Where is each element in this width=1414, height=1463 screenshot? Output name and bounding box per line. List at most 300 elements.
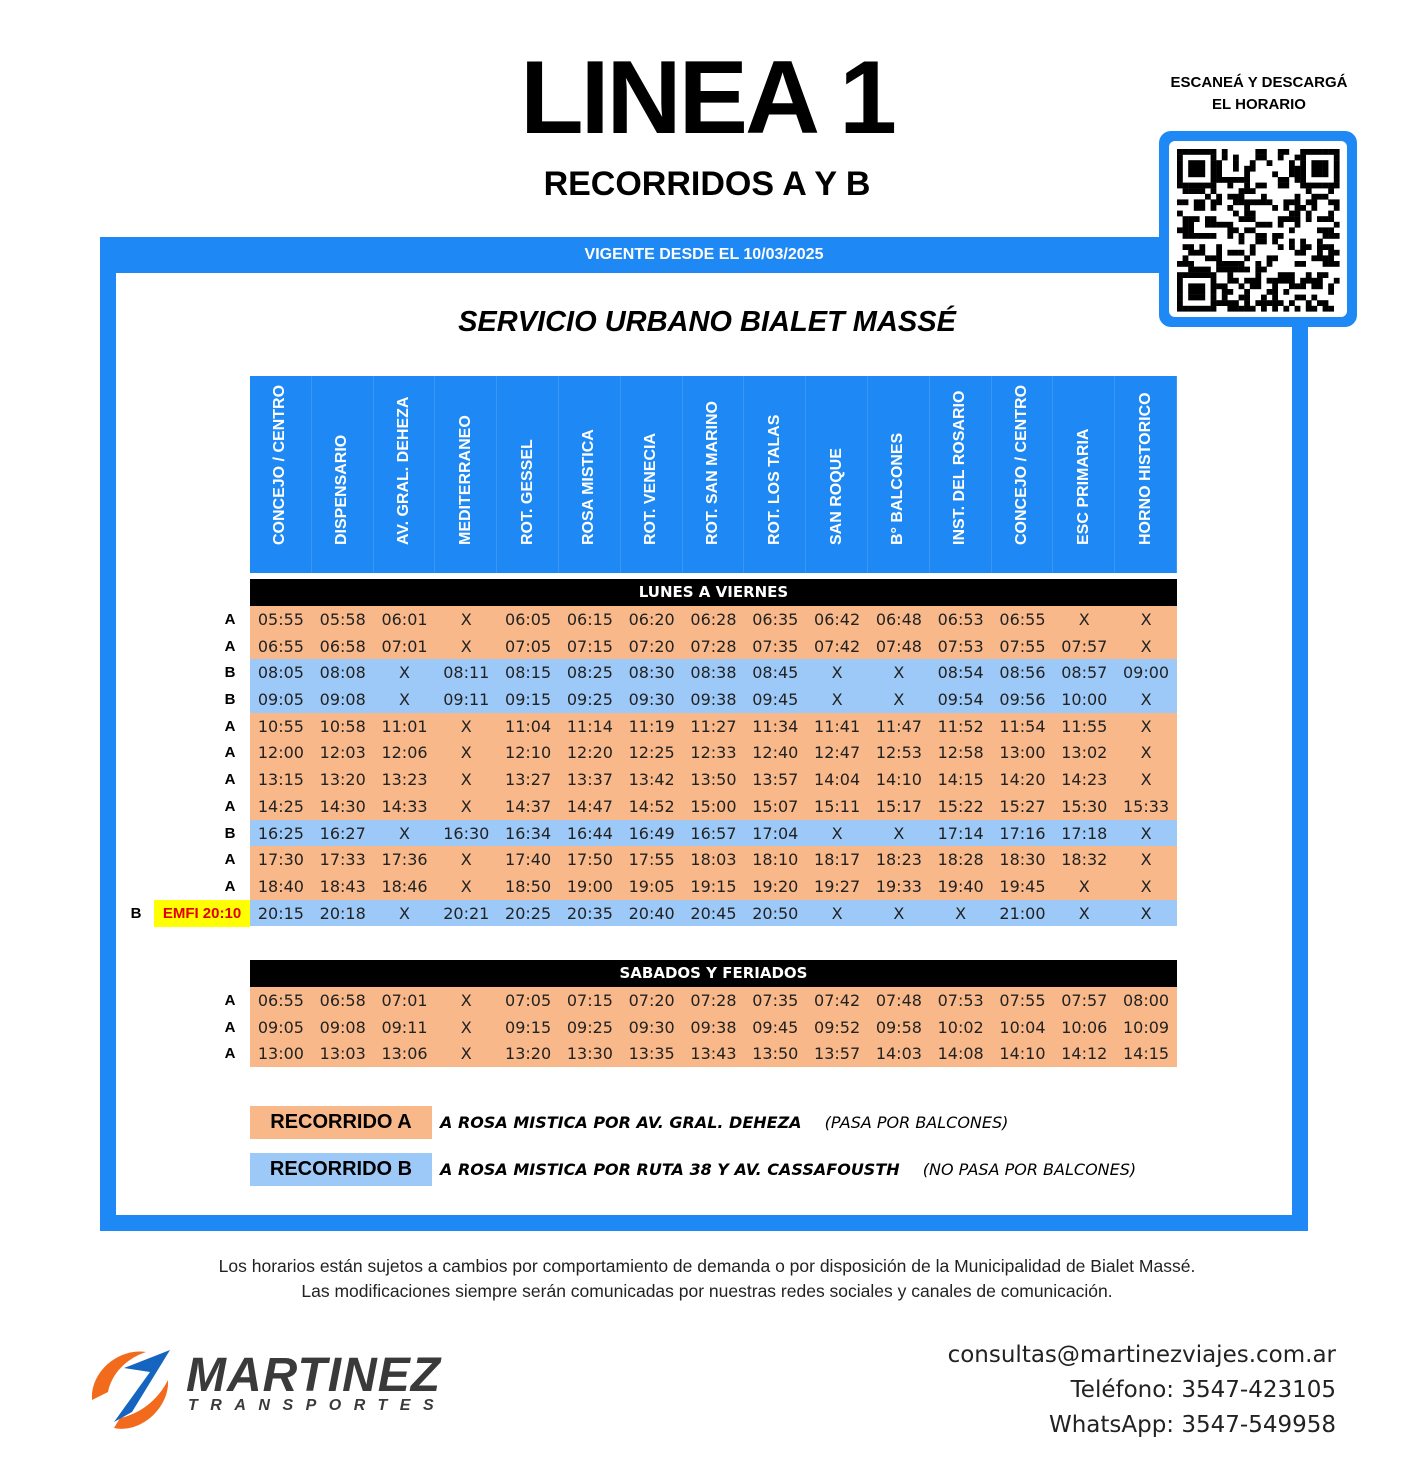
- time-cell: 12:58: [937, 743, 984, 763]
- contact-whatsapp: WhatsApp: 3547-549958: [1048, 1412, 1336, 1438]
- legend-route-b-text: [440, 1153, 1136, 1186]
- time-cell: 11:27: [690, 716, 737, 736]
- timetable-row: [224, 606, 1177, 633]
- qr-caption-line1: ESCANEÁ Y DESCARGÁ: [1170, 74, 1348, 91]
- time-cell: 20:21: [443, 903, 490, 923]
- timetable-row: [224, 739, 1177, 766]
- timetable-row: [224, 633, 1177, 660]
- time-cell: 12:53: [875, 743, 922, 763]
- time-cell: 14:15: [1123, 1044, 1170, 1064]
- time-cell: 09:00: [1123, 663, 1170, 683]
- weekday-timetable: [130, 606, 1177, 926]
- qr-caption-line2: EL HORARIO: [1212, 96, 1306, 113]
- time-cell: 06:05: [505, 610, 552, 629]
- time-cell: 18:03: [690, 850, 737, 870]
- time-cell: 07:15: [566, 636, 613, 656]
- page-title: LINEA 1: [520, 40, 894, 156]
- service-title: SERVICIO URBANO BIALET MASSÉ: [458, 306, 956, 338]
- stop-name: ROSA MISTICA: [580, 429, 598, 545]
- time-cell: 06:15: [566, 610, 613, 629]
- qr-caption: [1150, 72, 1368, 116]
- time-cell: 18:17: [814, 850, 861, 870]
- time-cell: 19:40: [937, 876, 984, 896]
- time-cell: 07:05: [505, 991, 552, 1010]
- stop-name: SAN ROQUE: [827, 448, 845, 545]
- time-cell: X: [460, 991, 472, 1010]
- time-cell: X: [1140, 743, 1152, 763]
- time-cell: 09:15: [505, 690, 552, 710]
- stop-name: ESC PRIMARIA: [1074, 428, 1092, 545]
- time-cell: X: [1140, 690, 1152, 710]
- time-cell: X: [399, 690, 410, 710]
- route-label: A: [224, 637, 236, 655]
- time-cell: 07:35: [752, 991, 799, 1010]
- time-cell: 15:22: [937, 796, 984, 816]
- time-cell: 07:48: [875, 636, 922, 656]
- time-cell: X: [831, 690, 843, 710]
- valid-from-banner: VIGENTE DESDE EL 10/03/2025: [584, 246, 824, 263]
- route-label: B: [224, 664, 236, 682]
- time-cell: 18:28: [937, 850, 984, 870]
- time-cell: 14:33: [381, 796, 428, 816]
- time-cell: 09:38: [690, 690, 737, 710]
- stop-name: ROT. VENECIA: [642, 432, 660, 545]
- time-cell: X: [1140, 716, 1152, 736]
- stop-header: [559, 376, 621, 573]
- timetable-row: [130, 900, 1177, 927]
- time-cell: 11:19: [628, 716, 675, 736]
- time-cell: 16:44: [566, 823, 613, 843]
- time-cell: 14:10: [875, 770, 922, 790]
- time-cell: 09:30: [628, 1017, 675, 1037]
- time-cell: 15:07: [752, 796, 799, 816]
- time-cell: 16:49: [628, 823, 675, 843]
- time-cell: 11:55: [1061, 716, 1108, 736]
- stop-name: ROT. GESSEL: [518, 439, 536, 545]
- stop-name: DISPENSARIO: [333, 434, 351, 545]
- time-cell: 14:15: [937, 770, 984, 790]
- time-cell: X: [1140, 903, 1152, 923]
- time-cell: 13:20: [505, 1044, 552, 1064]
- time-cell: 17:55: [628, 850, 675, 870]
- timetable-row: [224, 659, 1177, 686]
- weekend-section-title: SABADOS Y FERIADOS: [250, 960, 1177, 987]
- stop-name: ROT. SAN MARINO: [703, 401, 721, 545]
- time-cell: 19:15: [690, 876, 737, 896]
- time-cell: 17:16: [999, 823, 1046, 843]
- time-cell: 18:23: [875, 850, 922, 870]
- time-cell: 19:20: [752, 876, 799, 896]
- time-cell: 17:14: [937, 823, 984, 843]
- page-subtitle: RECORRIDOS A Y B: [543, 165, 871, 203]
- time-cell: 19:27: [814, 876, 861, 896]
- disclaimer-line2: Las modificaciones siempre serán comunicadas por nuestras redes sociales y canales de comunicación.: [301, 1281, 1113, 1301]
- time-cell: 13:43: [690, 1044, 737, 1064]
- route-label: A: [224, 611, 236, 628]
- time-cell: X: [1140, 636, 1152, 656]
- qr-code-icon: [1169, 141, 1347, 317]
- time-cell: 14:52: [628, 796, 675, 816]
- time-cell: 06:55: [999, 610, 1046, 629]
- time-cell: 06:20: [628, 610, 675, 629]
- stop-header: [1053, 376, 1115, 573]
- time-cell: 09:58: [875, 1017, 922, 1037]
- time-cell: X: [1140, 876, 1152, 896]
- time-cell: 14:23: [1061, 770, 1108, 790]
- contact-phone: Teléfono: 3547-423105: [1070, 1377, 1336, 1403]
- route-label: A: [224, 877, 236, 895]
- time-cell: X: [893, 690, 905, 710]
- time-cell: X: [831, 663, 843, 683]
- time-cell: 07:42: [814, 991, 861, 1010]
- time-cell: 07:01: [381, 991, 428, 1010]
- time-cell: 18:32: [1061, 850, 1108, 870]
- time-cell: 06:28: [690, 610, 737, 629]
- time-cell: 10:04: [999, 1017, 1046, 1037]
- time-cell: X: [1078, 610, 1090, 629]
- legend-route-a-text: [440, 1106, 1008, 1139]
- qr-code[interactable]: [1159, 131, 1357, 327]
- time-cell: 13:30: [566, 1044, 613, 1064]
- time-cell: 11:01: [381, 716, 428, 736]
- time-cell: 16:34: [505, 823, 552, 843]
- legend-route-a-badge: RECORRIDO A: [250, 1106, 432, 1139]
- time-cell: 12:40: [752, 743, 799, 763]
- time-cell: 09:54: [937, 690, 984, 710]
- time-cell: 19:45: [999, 876, 1046, 896]
- time-cell: 10:06: [1061, 1017, 1108, 1037]
- stops-header: [250, 376, 1177, 573]
- time-cell: 09:25: [566, 690, 613, 710]
- stop-name: INST. DEL ROSARIO: [951, 390, 969, 545]
- time-cell: 18:40: [257, 876, 304, 896]
- time-cell: 14:10: [999, 1044, 1046, 1064]
- weekday-section-title: LUNES A VIERNES: [250, 579, 1177, 606]
- stop-header: [621, 376, 683, 573]
- route-label: B: [224, 691, 236, 709]
- time-cell: 09:05: [257, 1017, 304, 1037]
- time-cell: 07:01: [381, 636, 428, 656]
- time-cell: 08:30: [628, 663, 675, 683]
- time-cell: 08:11: [443, 663, 490, 683]
- time-cell: 07:20: [628, 991, 675, 1010]
- time-cell: 11:04: [505, 716, 552, 736]
- legend-route-a-note: (PASA POR BALCONES): [824, 1113, 1009, 1132]
- time-cell: 07:05: [505, 636, 552, 656]
- time-cell: 18:43: [319, 876, 366, 896]
- time-cell: 07:42: [814, 636, 861, 656]
- legend-route-b-badge: RECORRIDO B: [250, 1153, 432, 1186]
- time-cell: 09:08: [319, 1017, 366, 1037]
- time-cell: 08:25: [566, 663, 613, 683]
- time-cell: 21:00: [999, 903, 1046, 923]
- time-cell: 07:57: [1061, 636, 1108, 656]
- time-cell: 07:48: [875, 991, 922, 1010]
- time-cell: 07:35: [752, 636, 799, 656]
- stop-name: AV. GRAL. DEHEZA: [394, 396, 412, 545]
- time-cell: 14:20: [999, 770, 1046, 790]
- time-cell: 07:53: [937, 636, 984, 656]
- time-cell: X: [831, 823, 843, 843]
- time-cell: 07:20: [628, 636, 675, 656]
- time-cell: 06:55: [257, 636, 304, 656]
- time-cell: 13:57: [752, 770, 799, 790]
- stop-name: CONCEJO / CENTRO: [271, 384, 289, 545]
- time-cell: 12:47: [814, 743, 861, 763]
- time-cell: 09:08: [319, 690, 366, 710]
- time-cell: 12:25: [628, 743, 675, 763]
- time-cell: 13:23: [381, 770, 428, 790]
- stop-header: [1115, 376, 1177, 573]
- time-cell: 06:58: [319, 991, 366, 1010]
- time-cell: 15:30: [1061, 796, 1108, 816]
- time-cell: 07:53: [937, 991, 984, 1010]
- time-cell: 13:00: [257, 1044, 304, 1064]
- time-cell: 07:55: [999, 636, 1046, 656]
- stop-header: [992, 376, 1054, 573]
- time-cell: X: [831, 903, 843, 923]
- time-cell: 08:38: [690, 663, 737, 683]
- time-cell: 19:33: [875, 876, 922, 896]
- time-cell: 12:10: [505, 743, 552, 763]
- time-cell: 09:45: [752, 1017, 799, 1037]
- weekend-timetable: [224, 987, 1177, 1067]
- stop-header: [744, 376, 806, 573]
- brand-subtitle: TRANSPORTES: [188, 1397, 447, 1414]
- time-cell: 18:50: [505, 876, 552, 896]
- time-cell: 08:05: [257, 663, 304, 683]
- time-cell: 20:40: [628, 903, 675, 923]
- time-cell: 10:58: [319, 716, 366, 736]
- time-cell: 20:25: [505, 903, 552, 923]
- time-cell: 11:52: [937, 716, 984, 736]
- time-cell: 16:30: [443, 823, 490, 843]
- contact-email[interactable]: consultas@martinezviajes.com.ar: [947, 1342, 1336, 1368]
- time-cell: 15:00: [690, 796, 737, 816]
- time-cell: 16:27: [319, 823, 366, 843]
- route-label: A: [224, 1018, 236, 1036]
- time-cell: 10:02: [937, 1017, 984, 1037]
- timetable-row: [224, 766, 1177, 793]
- time-cell: 20:18: [319, 903, 366, 923]
- time-cell: 08:54: [937, 663, 984, 683]
- time-cell: 09:56: [999, 690, 1046, 710]
- time-cell: X: [460, 610, 472, 629]
- time-cell: 07:28: [690, 991, 737, 1010]
- timetable-row: [224, 987, 1177, 1014]
- time-cell: 17:30: [257, 850, 304, 870]
- timetable-row: [224, 1040, 1177, 1067]
- time-cell: 17:18: [1061, 823, 1108, 843]
- stop-name: HORNO HISTORICO: [1136, 392, 1154, 545]
- stop-name: MEDITERRANEO: [456, 415, 474, 545]
- time-cell: 14:25: [257, 796, 304, 816]
- stop-header: [683, 376, 745, 573]
- time-cell: 13:03: [319, 1044, 366, 1064]
- time-cell: 08:15: [505, 663, 552, 683]
- time-cell: 15:11: [814, 796, 861, 816]
- time-cell: 09:15: [505, 1017, 552, 1037]
- time-cell: 11:54: [999, 716, 1046, 736]
- time-cell: 06:48: [875, 610, 922, 629]
- route-label: A: [224, 717, 236, 735]
- time-cell: 13:42: [628, 770, 675, 790]
- route-label: A: [224, 797, 236, 815]
- time-cell: X: [1078, 876, 1090, 896]
- legend-route-b-note: (NO PASA POR BALCONES): [922, 1160, 1137, 1179]
- stop-header: [497, 376, 559, 573]
- timetable-row: [224, 686, 1177, 713]
- time-cell: 09:52: [814, 1017, 861, 1037]
- time-cell: 19:00: [566, 876, 613, 896]
- time-cell: 13:57: [814, 1044, 861, 1064]
- time-cell: 09:30: [628, 690, 675, 710]
- time-cell: 12:06: [381, 743, 428, 763]
- route-label: A: [224, 851, 236, 869]
- timetable-row: [224, 713, 1177, 740]
- route-label: A: [224, 771, 236, 789]
- time-cell: 08:45: [752, 663, 799, 683]
- time-cell: 15:33: [1123, 796, 1170, 816]
- time-cell: 20:45: [690, 903, 737, 923]
- time-cell: 07:28: [690, 636, 737, 656]
- time-cell: 15:17: [875, 796, 922, 816]
- time-cell: 13:20: [319, 770, 366, 790]
- time-cell: 17:04: [752, 823, 799, 843]
- time-cell: 11:47: [875, 716, 922, 736]
- time-cell: 19:05: [628, 876, 675, 896]
- time-cell: 14:47: [566, 796, 613, 816]
- time-cell: 08:57: [1061, 663, 1108, 683]
- time-cell: X: [399, 823, 410, 843]
- logo-swoosh-icon: [84, 1342, 184, 1438]
- time-cell: 13:35: [628, 1044, 675, 1064]
- stop-name: ROT. LOS TALAS: [765, 414, 783, 545]
- time-cell: 06:55: [257, 991, 304, 1010]
- time-cell: 14:08: [937, 1044, 984, 1064]
- time-cell: 13:27: [505, 770, 552, 790]
- time-cell: 17:40: [505, 850, 552, 870]
- time-cell: X: [460, 876, 472, 896]
- time-cell: 08:08: [319, 663, 366, 683]
- time-cell: X: [460, 716, 472, 736]
- route-label: A: [224, 744, 236, 762]
- time-cell: 18:46: [381, 876, 428, 896]
- time-cell: 18:10: [752, 850, 799, 870]
- timetable-row: [224, 1014, 1177, 1041]
- time-cell: X: [460, 796, 472, 816]
- time-cell: 13:15: [257, 770, 304, 790]
- disclaimer: [0, 1254, 1414, 1304]
- time-cell: 12:20: [566, 743, 613, 763]
- stop-header: [312, 376, 374, 573]
- timetable-row: [224, 873, 1177, 900]
- time-cell: 16:25: [257, 823, 304, 843]
- time-cell: 10:55: [257, 716, 304, 736]
- time-cell: 13:50: [752, 1044, 799, 1064]
- time-cell: 20:35: [566, 903, 613, 923]
- time-cell: 08:56: [999, 663, 1046, 683]
- time-cell: X: [893, 663, 905, 683]
- time-cell: 07:57: [1061, 991, 1108, 1010]
- contact-info: [948, 1338, 1336, 1443]
- time-cell: 20:15: [257, 903, 304, 923]
- time-cell: 10:00: [1061, 690, 1108, 710]
- time-cell: 18:30: [999, 850, 1046, 870]
- time-cell: 09:38: [690, 1017, 737, 1037]
- stop-header: [868, 376, 930, 573]
- time-cell: X: [460, 1044, 472, 1064]
- time-cell: 11:41: [814, 716, 861, 736]
- time-cell: X: [460, 636, 472, 656]
- time-cell: 09:05: [257, 690, 304, 710]
- time-cell: 07:55: [999, 991, 1046, 1010]
- time-cell: X: [1140, 850, 1152, 870]
- time-cell: 09:11: [443, 690, 490, 710]
- legend-route-b-desc: A ROSA MISTICA POR RUTA 38 Y AV. CASSAFOUSTH: [440, 1160, 900, 1179]
- time-cell: 11:14: [566, 716, 613, 736]
- time-cell: 13:00: [999, 743, 1046, 763]
- time-cell: 15:27: [999, 796, 1046, 816]
- time-cell: X: [1140, 823, 1152, 843]
- company-logo: [84, 1342, 464, 1438]
- time-cell: 06:58: [319, 636, 366, 656]
- stop-header: [374, 376, 436, 573]
- time-cell: X: [460, 850, 472, 870]
- time-cell: 06:53: [937, 610, 984, 629]
- time-cell: 10:09: [1123, 1017, 1170, 1037]
- time-cell: 07:15: [566, 991, 613, 1010]
- time-cell: X: [1140, 770, 1152, 790]
- stop-header: [930, 376, 992, 573]
- stop-name: B° BALCONES: [889, 432, 907, 545]
- time-cell: X: [893, 823, 905, 843]
- stop-header: [435, 376, 497, 573]
- time-cell: 06:35: [752, 610, 799, 629]
- time-cell: 20:50: [752, 903, 799, 923]
- disclaimer-line1: Los horarios están sujetos a cambios por comportamiento de demanda o por disposición de la Municipalidad de Bialet Massé.: [218, 1256, 1196, 1276]
- time-cell: 09:11: [381, 1017, 428, 1037]
- time-cell: X: [460, 1017, 472, 1037]
- time-cell: 06:42: [814, 610, 861, 629]
- route-label: A: [224, 1045, 236, 1063]
- time-cell: 05:55: [257, 610, 304, 629]
- time-cell: 13:02: [1061, 743, 1108, 763]
- time-cell: 09:45: [752, 690, 799, 710]
- time-cell: 14:04: [814, 770, 861, 790]
- stop-header: [806, 376, 868, 573]
- time-cell: 11:34: [752, 716, 799, 736]
- timetable-row: [224, 846, 1177, 873]
- time-cell: X: [1078, 903, 1090, 923]
- time-cell: X: [460, 743, 472, 763]
- time-cell: 14:03: [875, 1044, 922, 1064]
- time-cell: 13:50: [690, 770, 737, 790]
- time-cell: X: [399, 903, 410, 923]
- timetable-row: [224, 793, 1177, 820]
- time-cell: 17:33: [319, 850, 366, 870]
- route-label: B: [130, 904, 142, 922]
- time-cell: 12:00: [257, 743, 304, 763]
- time-cell: 17:36: [381, 850, 428, 870]
- time-cell: 08:00: [1123, 991, 1170, 1010]
- time-cell: X: [399, 663, 410, 683]
- qr-code-image: [1169, 141, 1347, 317]
- legend-route-a-desc: A ROSA MISTICA POR AV. GRAL. DEHEZA: [440, 1113, 802, 1132]
- time-cell: 14:37: [505, 796, 552, 816]
- stop-name: CONCEJO / CENTRO: [1012, 384, 1030, 545]
- route-label: B: [224, 824, 236, 842]
